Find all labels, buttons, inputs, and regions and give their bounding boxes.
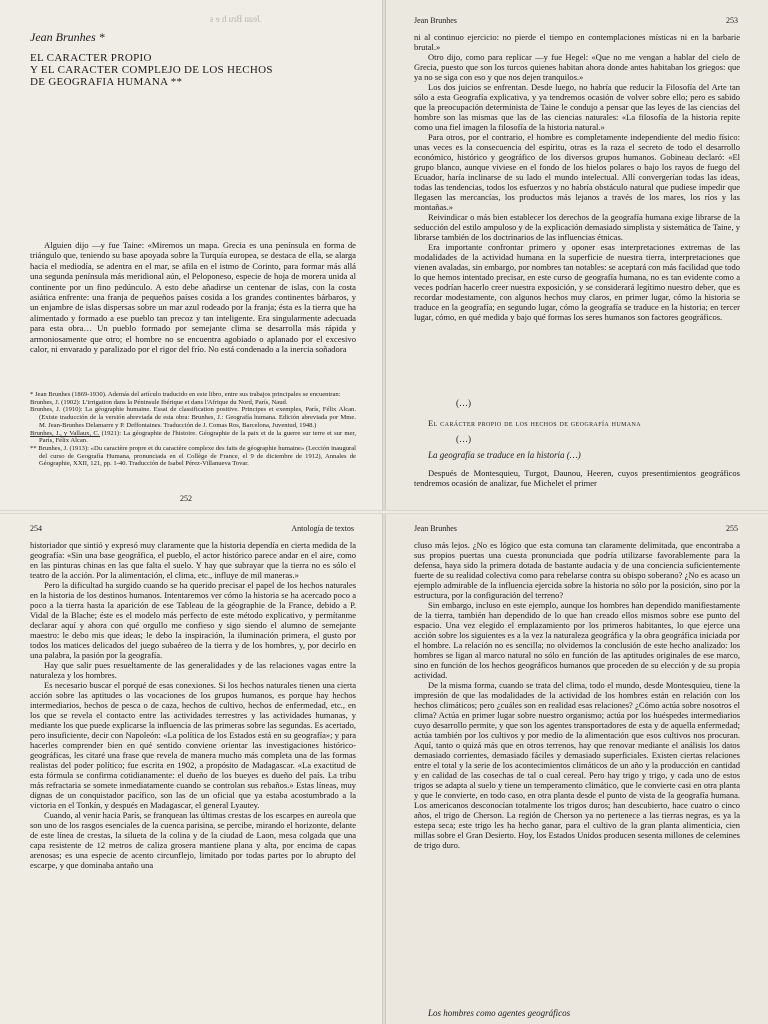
page-number: 252 [180, 494, 192, 503]
paragraph: Hay que salir pues resueltamente de las generalidades y de las relaciones vagas entre la naturaleza y los hombres. [30, 660, 356, 680]
page-gutter-horizontal [0, 510, 768, 514]
page-253 [384, 0, 768, 512]
running-head: Jean Brunhes [414, 16, 457, 25]
article-title [30, 52, 360, 88]
paragraph: Otro dijo, como para replicar —y fue Hegel: «Que no me vengan a hablar del cielo de Grecia, puesto que son los turcos quienes habitan ahora donde antes habitaban los griegos: que ya no se siga con eso y que nos dejen tranquilos.» [414, 52, 740, 82]
paragraph: ni al continuo ejercicio: no pierde el tiempo en contemplaciones místicas ni en la barbarie brutal.» [414, 32, 740, 52]
paragraph: Reivindicar o más bien establecer los derechos de la geografía humana exige librarse de la seducción del estilo ampuloso y de la explicación demasiado simplista y sistemática de Taine, y librarse también de los doctrinarios de las influencias étnicas. [414, 212, 740, 242]
page-number: 253 [726, 16, 738, 25]
footnote: Brunhes, J., y Vallaux, C. (1921): La géographie de l'histoire. Géographie de la paix et de la guerre sur terre et sur mer, París, Félix Alcan. [30, 429, 356, 445]
author-name: Jean Brunhes * [30, 30, 105, 44]
ellipsis: (…) [456, 398, 471, 408]
footnotes [30, 391, 356, 468]
footnote: Brunhes, J. (1902): L'irrigation dans la Péninsule Ibérique et dans l'Afrique du Nord, París, Naud. [30, 398, 288, 406]
paragraph: historiador que sintió y expresó muy claramente que la historia dependía en cierta medida de la geografía: «Sin una base geográfica, el pueblo, el actor histórico parece andar en el aire, como en las pinturas chinas en las que falta el suelo. Y hay que subrayar que la tierra no es sólo el teatro de la acción. Por la alimentación, el clima, etc., influye de mil maneras.» [30, 540, 356, 580]
paragraph: Cuando, al venir hacia París, se franquean las últimas crestas de los escarpes en aureola que son uno de los rasgos esenciales de la cuenca parisina, se percibe, mirando el horizonte, delante de este línea de crestas, la silueta de la colina y de la ciudad de Laon, mesa colgada que una capa resistente de 12 metros de caliza grosera mantiene plana y alta, por encima de capas arenosas; es una especie de acento circunflejo, limitado por todas partes por lo abrupto del escarpe, y que dominaba antaño una [30, 810, 356, 870]
footnote: * Jean Brunhes (1869-1930). Además del artículo traducido en este libro, entre sus trabajos principales se encuentran: [30, 391, 341, 398]
running-head: Jean Brunhes [414, 524, 457, 533]
title-line: EL CARACTER PROPIO [30, 52, 152, 64]
subheading: La geografía se traduce en la historia (…) [428, 450, 581, 460]
paragraph: Pero la dificultad ha surgido cuando se ha querido precisar el papel de los hechos naturales en la historia de los destinos humanos. Intentaremos ver cómo la historia se ha acercado poco a poco a la tierra hasta la aparición de ese Tableau de la géographie de la France, debido a P. Vidal de la Blache; éste es el modelo más perfecto de este método explicativo, y permítanme declarar aquí y ahora con qué orgullo me confieso y sigo siendo el alumno de semejante maestro: le debo mis que ideas; le debo la inspiración, la iluminación primera, el gusto por todos los matices delicados del juego subaéreo de la tierra y de los hombres, y, por decirlo en una palabra, la pasión por la geografía. [30, 580, 356, 660]
body-text [414, 468, 740, 488]
paragraph: cluso más lejos. ¿No es lógico que esta comuna tan claramente delimitada, que encontraba a sus propios puertas una cuesta pronunciada que podría utilizarse favorablemente para la defensa, haya sido la primera dotada de bastante audacia y de una conciencia suficientemente fuerte de su realidad colectiva como para rebelarse contra su obispo soberano? ¿No es acaso un ejemplo admirable de la influencia ejercida sobre la historia no sólo por la posición, sino por la estructura, por la configuración del terreno? [414, 540, 740, 600]
page-number: 254 [30, 524, 42, 533]
paragraph: Para otros, por el contrario, el hombre es completamente independiente del medio físico: unas veces es la consecuencia del espíritu, otras es la raza el secreto de todo el desarrollo económico, histórico y geográfico de los diversos grupos humanos. Gobineau declaró: «El grupo blanco, aunque viviese en el fondo de los hielos polares o bajo los rayos de fuego del Ecuador, haría inclinarse de su lado el mundo intelectual. Allí convergerían todas las ideas, todas las tendencias, todos los esfuerzos y no habría obstáculo natural que pudiese impedir que llegasen las mercancías, los productos más lejanos a través de los mares, los ríos y las montañas.» [414, 132, 740, 212]
paragraph: Después de Montesquieu, Turgot, Daunou, Heeren, cuyos presentimientos geográficos tendremos ocasión de analizar, fue Michelet el primer [414, 468, 740, 488]
page-254 [0, 512, 384, 1024]
paragraph: Es necesario buscar el porqué de esas conexiones. Si los hechos naturales tienen una cierta acción sobre las aptitudes o las vocaciones de los grupos humanos, es porque hay hechos intermediarios, hechos de pesca o de caza, hechos de cultivo, hechos de enfermedad, etc., en los que se revela el contacto entre las actividades terrestres y las actividades humanas, y mediante los que puede explicarse la influencia de las primeras sobre las segundas. Es acertado, pero insuficiente, decir con Napoleón: «La política de los Estados está en su geografía»; y para hacerles comprender bien en qué sentido conviene orientar las investigaciones histórico-geográficas, les citaré una frase que revela de manera mucho más completa una de las formas realistas del poder político; fue escrita en 1902, a propósito de Madagascar. «La exactitud de esta fórmula se confirma cotidianamente: el dueño de los bueyes es dueño del país. La tribu más refractaria se somete inmediatamente cuando se controlan sus rebaños.» Estas líneas, muy dignas de un conquistador pacífico, son las de un oficial que ya estaba acostumbrado a la victoria en el Tonkín, y después en Madagascar, el general Lyautey. [30, 680, 356, 810]
footnote: Brunhes, J. (1910): La géographie humaine. Essai de classification positive. Principes et exemples, París, Félix Alcan. (Existe traducción de la versión abreviada de esta obra: Brunhes, J.: Geografía humana. Edición abreviada por Mme. M. Jean-Brunhes Delamarre y P. Deffontaines. Traducción de J. Comas Ros, Barcelona, Juventud, 1948.) [30, 406, 356, 429]
ellipsis: (…) [456, 434, 471, 444]
page-252 [0, 0, 384, 512]
body-text [414, 32, 740, 322]
subheading: Los hombres como agentes geográficos [428, 1008, 571, 1018]
footnote: ** Brunhes, J. (1913): «Du caractère propre et du caractère complexe des faits de géographie humaine» (Lección inaugural del curso de Geografía Humana, pronunciada en el Collège de France, el 9 de diciembre de 1912), Annales de Géographie, XXII, 121, pp. 1-40. Traducción de Isabel Pérez-Villanueva Tovar. [30, 444, 356, 468]
running-head: Antología de textos [291, 524, 354, 533]
page-255 [384, 512, 768, 1024]
section-heading: El carácter propio de los hechos de geografía humana [428, 418, 642, 428]
paragraph: Sin embargo, incluso en este ejemplo, aunque los hombres han dependido manifiestamente de la tierra, también han dependido de lo que han creado ellos mismos sobre ese punto del espacio. Una vez elegido el emplazamiento por los primeros habitantes, lo que ejerce una acción sobre los siguientes es a la vez la naturaleza geográfica y la obra geográfica iniciada por el hombre. La relación no es sencilla; no olvidemos la conclusión de este hecho analizado: los hombres se ligan al marco natural no sólo en función de las aptitudes originales de ese marco, sino en función de los hechos geográficos humanos que proceden de su elección y de su propia actividad. [414, 600, 740, 680]
body-text [30, 240, 356, 354]
paragraph: Alguien dijo —y fue Taine: «Miremos un mapa. Grecia es una península en forma de triángulo que, teniendo su base apoyada sobre la Turquía europea, se destaca de ella, se alarga hacia el mediodía, se adentra en el mar, se afila en el istmo de Corinto, para formar más allá una segunda península más meridional aún, el Peloponeso, especie de hoja de morera unida al continente por un fino pedúnculo. A esto debe añadirse un centenar de islas, con la costa asiática enfrente: una franja de pequeños países cosida a los grandes continentes bárbaros, y un enjambre de islas dispersas sobre un mar azul rodeado por la franja; ésta es la tierra que ha alimentado y formado a ese pueblo tan precoz y tan inteligente. Era singularmente adecuada para esta obra… Un pueblo formado por semejante clima se desarrolla más rápida y armoniosamente que otro; el hombre no se encuentra agobiado o aplanado por el excesivo calor, ni envarado y paralizado por el rigor del frío. No está condenado a la inercia soñadora [30, 240, 356, 355]
body-text [30, 540, 356, 870]
paragraph: De la misma forma, cuando se trata del clima, todo el mundo, desde Montesquieu, tiene la impresión de que las modalidades de la actividad de los hombres están en relación con los hechos climáticos; pero ¿cuáles son en realidad esas relaciones? ¿Cómo actúa sobre nosotros el clima? Actúa en primer lugar sobre nuestro organismo; actúa por los huéspedes intermediarios cuyo desarrollo permite, y que son los agentes transportadores de esta y de aquella enfermedad; actúa también por los cultivos y por medio de la alimentación que esos cultivos nos procuran. Aquí, tanto o quizá más que en otros terrenos, hay que renovar mediante el análisis los datos demasiado corrientes, demasiado fáciles y demasiado superficiales. Existen ciertas relaciones entre el total y la serie de los acontecimientos climáticos de un año y la producción en cantidad y en calidad de las cosechas de tal o cual cereal. Pero hay trigo y trigo, y cada uno de estos trigos se adapta al suelo y tiene un temperamento climático, que le convierte casi en otra planta y que le convierte, en todo caso, en otra planta desde el punto de vista de la geografía humana. Los americanos desconocían totalmente los trigos duros; han descubierto, hace cuatro o cinco años, el trigo de Cherson. La región de Cherson ya no pertenece a las tierras negras, es ya la estepa seca; este trigo les ha hecho ganar, para el cultivo de la gran planta alimenticia, cien millas sobre el Gran Desierto. Hoy, los Estados Unidos producen sesenta millones de celemines de trigo duro. [414, 680, 740, 850]
body-text [414, 540, 740, 850]
page-number: 255 [726, 524, 738, 533]
bleed-through-header: Jean Bru h e s [210, 14, 261, 24]
title-line: Y EL CARACTER COMPLEJO DE LOS HECHOS [30, 64, 273, 76]
paragraph: Los dos juicios se enfrentan. Desde luego, no habría que reducir la Filosofía del Arte tan sólo a esta Geografía explicativa, y ya tendremos ocasión de volver sobre ello; pero es sabido que la preocupación determinista de Taine le condujo a pensar que las leyes de las ciencias del hombre son las mismas que las de las ciencias naturales: «La filosofía de la historia repite como una fiel imagen la filosofía de la historia natural.» [414, 82, 740, 132]
title-line: DE GEOGRAFIA HUMANA ** [30, 76, 183, 88]
paragraph: Era importante confrontar primero y oponer esas interpretaciones extremas de las modalidades de la actividad humana en la superficie de nuestra tierra, interpretaciones que vienen avaladas, sin embargo, por nombres tan notables: se aceptará con más facilidad que todo lo que hemos intentado precisar, en este curso de geografía humana, no es tan evidente como a veces podrían hacerlo creer nuestra exposición, y se considerará legítimo nuestro deber, que es recordar modestamente, con algunos hechos muy claros, en primer lugar, cómo la historia se traduce en la geografía; en segundo lugar, cómo la geografía se traduce en la historia; en tercer lugar, cómo, en qué medida y bajo qué formas los seres humanos son factores geográficos. [414, 242, 740, 322]
